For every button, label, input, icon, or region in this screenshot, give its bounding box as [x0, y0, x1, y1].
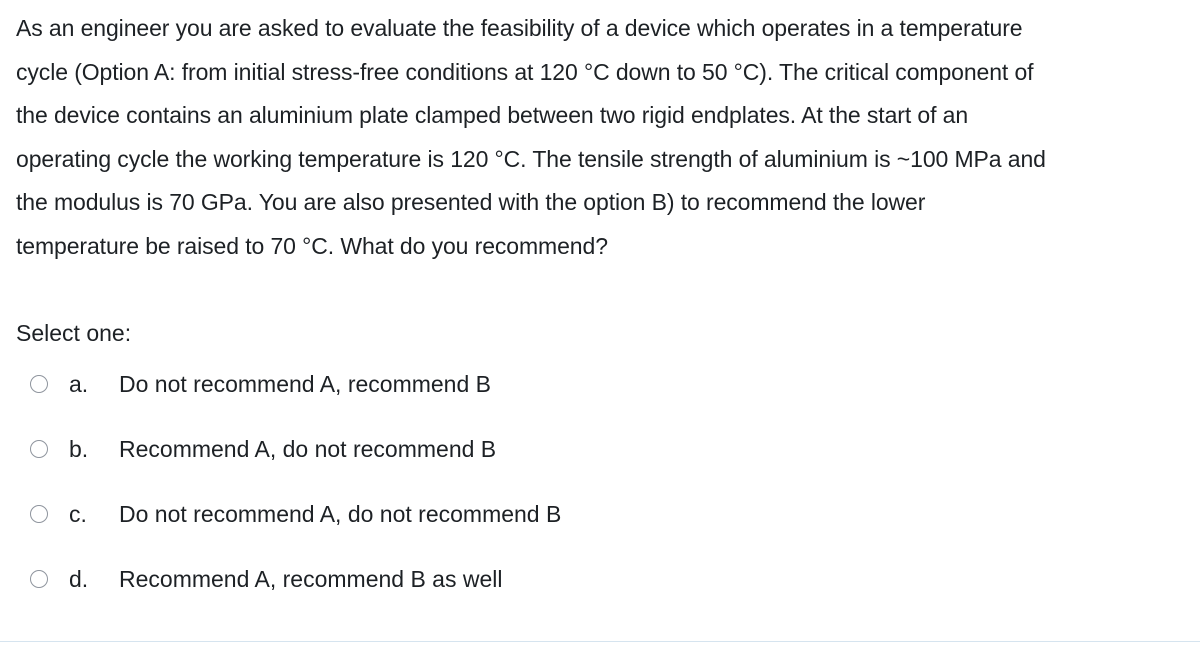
answer-label[interactable]: Recommend A, do not recommend B: [119, 435, 497, 462]
answer-option-c[interactable]: [30, 494, 930, 534]
question-line: operating cycle the working temperature is 120 °C. The tensile strength of aluminium is ~100 MPa and: [16, 145, 1046, 172]
radio-button-b[interactable]: [30, 440, 48, 458]
radio-button-d[interactable]: [30, 570, 48, 588]
question-line: cycle (Option A: from initial stress-free conditions at 120 °C down to 50 °C). The critical component of: [16, 58, 1034, 85]
answer-option-b[interactable]: [30, 429, 930, 469]
question-line: temperature be raised to 70 °C. What do you recommend?: [16, 232, 608, 259]
answer-letter: a.: [69, 370, 89, 397]
answer-letter: b.: [69, 435, 89, 462]
answer-option-a[interactable]: [30, 364, 930, 404]
answer-letter: d.: [69, 565, 89, 592]
radio-button-a[interactable]: [30, 375, 48, 393]
radio-button-c[interactable]: [30, 505, 48, 523]
question-line: As an engineer you are asked to evaluate the feasibility of a device which operates in a temperature: [16, 15, 1023, 41]
divider: [0, 641, 1200, 642]
select-one-prompt: Select one:: [16, 320, 132, 346]
answer-option-d[interactable]: [30, 559, 930, 599]
answer-label[interactable]: Recommend A, recommend B as well: [119, 565, 503, 592]
question-line: the modulus is 70 GPa. You are also presented with the option B) to recommend the lower: [16, 189, 926, 216]
answer-options: [30, 364, 930, 624]
answer-label[interactable]: Do not recommend A, do not recommend B: [119, 500, 562, 527]
question-text: [16, 7, 1194, 269]
answer-letter: c.: [69, 500, 87, 527]
answer-label[interactable]: Do not recommend A, recommend B: [119, 370, 491, 397]
question-line: the device contains an aluminium plate clamped between two rigid endplates. At the start of an: [16, 102, 969, 129]
